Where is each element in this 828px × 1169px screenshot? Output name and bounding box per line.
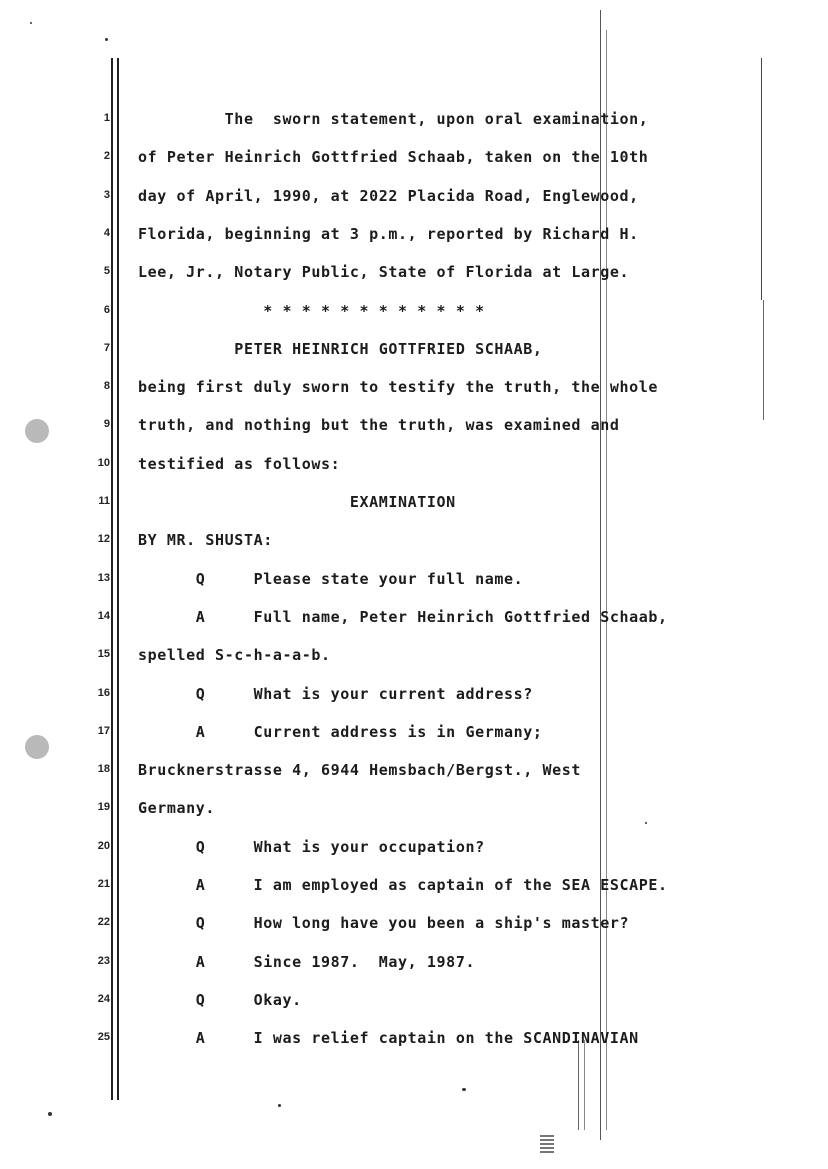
line-number: 1 bbox=[103, 112, 110, 124]
line-number: 22 bbox=[97, 916, 110, 929]
transcript-line: A Full name, Peter Heinrich Gottfried Schaab, bbox=[138, 607, 668, 626]
line-number: 16 bbox=[97, 686, 110, 699]
line-number: 21 bbox=[97, 878, 110, 890]
line-number: 8 bbox=[103, 380, 110, 393]
transcript-line: Lee, Jr., Notary Public, State of Florida at Large. bbox=[138, 263, 630, 282]
line-number: 14 bbox=[97, 609, 110, 622]
scan-speck bbox=[48, 1112, 52, 1116]
right-margin-rule-lower bbox=[763, 300, 764, 420]
line-number: 18 bbox=[97, 763, 110, 776]
transcript-line: EXAMINATION bbox=[138, 493, 456, 511]
scan-artifact-line bbox=[600, 10, 601, 1140]
transcript-line: Q Okay. bbox=[138, 990, 302, 1009]
line-number: 11 bbox=[98, 495, 110, 507]
transcript-line: spelled S-c-h-a-a-b. bbox=[138, 646, 331, 665]
transcript-line: Florida, beginning at 3 p.m., reported by Richard H. bbox=[138, 224, 639, 243]
transcript-line: A I am employed as captain of the SEA ESCAPE. bbox=[138, 876, 668, 894]
line-number: 15 bbox=[97, 648, 110, 661]
scan-stamp-mark bbox=[540, 1133, 554, 1153]
scan-artifact-line bbox=[584, 1040, 585, 1130]
transcript-line: Q How long have you been a ship's master? bbox=[138, 914, 630, 933]
transcript-line: Germany. bbox=[138, 799, 216, 818]
line-number: 12 bbox=[97, 533, 110, 546]
line-number: 7 bbox=[103, 341, 110, 354]
transcript-line: BY MR. SHUSTA: bbox=[138, 531, 273, 550]
transcript-line: The sworn statement, upon oral examination, bbox=[138, 110, 649, 128]
scan-artifact-line bbox=[578, 1040, 579, 1130]
transcript-line: Q What is your occupation? bbox=[138, 837, 485, 856]
line-number: 19 bbox=[97, 801, 110, 814]
transcript-line: truth, and nothing but the truth, was examined and bbox=[138, 416, 620, 435]
line-number: 23 bbox=[97, 954, 110, 967]
line-number: 24 bbox=[97, 992, 110, 1005]
punch-hole bbox=[25, 735, 49, 759]
punch-hole bbox=[25, 419, 49, 443]
transcript-line: of Peter Heinrich Gottfried Schaab, taken on the 10th bbox=[138, 148, 649, 167]
transcript-line: Q What is your current address? bbox=[138, 684, 533, 703]
scan-speck bbox=[645, 822, 647, 824]
line-number: 17 bbox=[97, 724, 110, 737]
transcript-line: Q Please state your full name. bbox=[138, 569, 524, 588]
transcript-line: being first duly sworn to testify the truth, the whole bbox=[138, 378, 659, 397]
transcript-line: A I was relief captain on the SCANDINAVIAN bbox=[138, 1029, 639, 1048]
right-margin-rule bbox=[761, 58, 762, 300]
line-number: 13 bbox=[97, 571, 110, 584]
transcript-line: Brucknerstrasse 4, 6944 Hemsbach/Bergst., West bbox=[138, 761, 582, 780]
line-number: 6 bbox=[103, 303, 110, 316]
line-number: 3 bbox=[103, 188, 110, 201]
transcript-line: A Current address is in Germany; bbox=[138, 722, 543, 741]
scan-speck bbox=[278, 1104, 281, 1107]
line-number: 5 bbox=[103, 265, 110, 278]
transcript-line: day of April, 1990, at 2022 Placida Road, Englewood, bbox=[138, 186, 639, 205]
transcript-line: PETER HEINRICH GOTTFRIED SCHAAB, bbox=[138, 339, 543, 358]
transcript-line: testified as follows: bbox=[138, 454, 341, 473]
line-number: 2 bbox=[103, 150, 110, 163]
line-number: 4 bbox=[103, 226, 110, 239]
line-number: 25 bbox=[97, 1031, 110, 1044]
left-margin-rule bbox=[111, 58, 113, 1100]
scan-speck bbox=[30, 22, 32, 24]
line-number: 10 bbox=[97, 456, 110, 469]
scan-speck bbox=[462, 1088, 466, 1091]
transcript-line: A Since 1987. May, 1987. bbox=[138, 952, 476, 971]
left-margin-rule-inner bbox=[117, 58, 119, 1100]
scan-speck bbox=[105, 38, 108, 41]
line-number: 20 bbox=[97, 839, 110, 852]
transcript-line: * * * * * * * * * * * * bbox=[138, 301, 485, 320]
line-number: 9 bbox=[103, 418, 110, 431]
